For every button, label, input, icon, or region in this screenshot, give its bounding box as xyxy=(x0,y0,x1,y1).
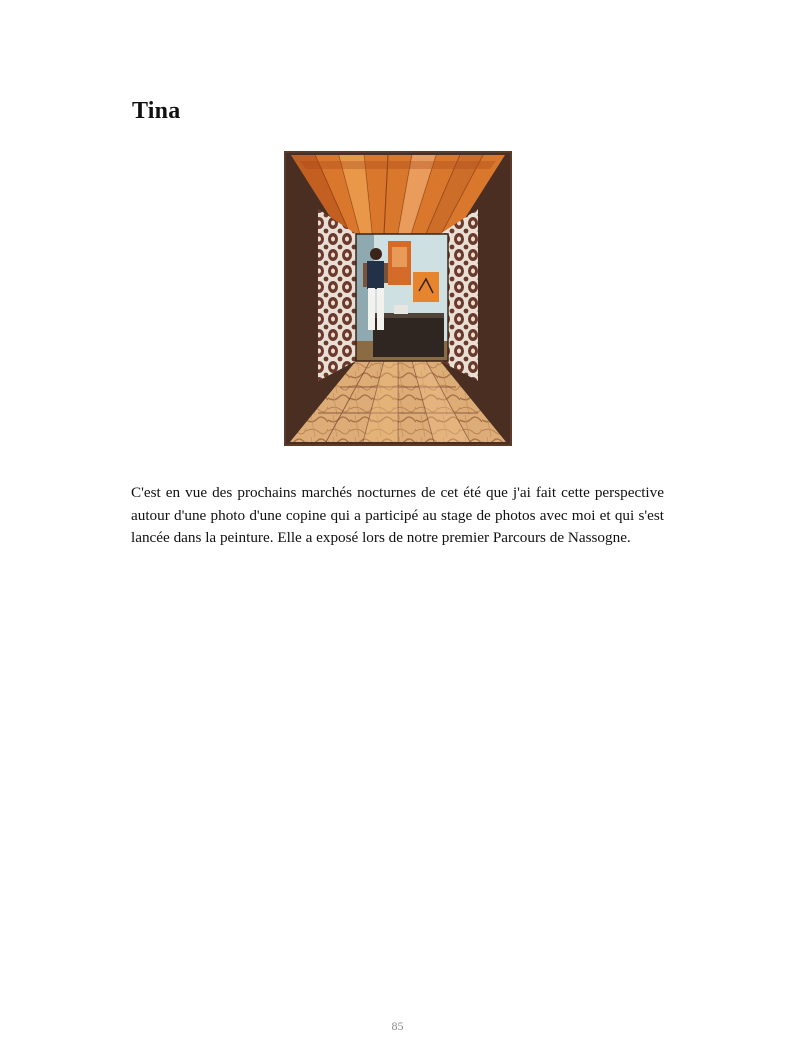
body-paragraph: C'est en vue des prochains marchés nocturnes de cet été que j'ai fait cette perspective autour d'une photo d'une copine qui a participé au stage de photos avec moi et qui s'est lancée dans la peinture. Elle a exposé lors de notre premier Parcours de Nassogne. xyxy=(131,484,664,546)
page-title: Tina xyxy=(132,98,181,124)
page-number: 85 xyxy=(391,1019,404,1033)
quilt-artwork-image xyxy=(284,151,512,446)
